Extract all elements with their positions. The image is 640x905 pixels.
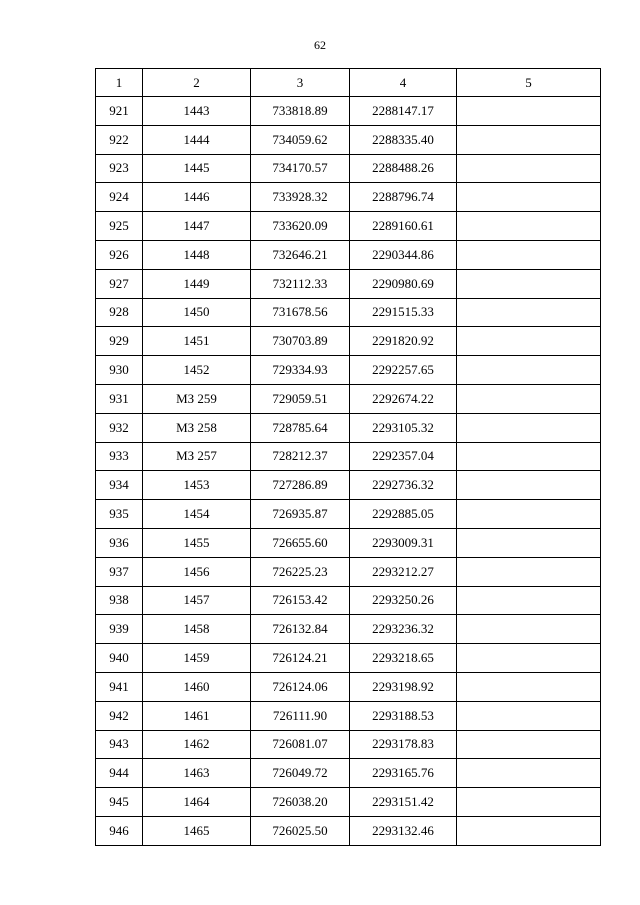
table-row	[96, 557, 601, 586]
note-cell	[457, 644, 601, 673]
point-id-cell: 1462	[143, 730, 251, 759]
point-id-cell: 1446	[143, 183, 251, 212]
note-cell	[457, 557, 601, 586]
y-coordinate-cell: 2293218.65	[350, 644, 457, 673]
column-header-5: 5	[457, 69, 601, 97]
note-cell	[457, 298, 601, 327]
table-row	[96, 442, 601, 471]
row-number-cell: 941	[96, 672, 143, 701]
note-cell	[457, 384, 601, 413]
note-cell	[457, 97, 601, 126]
point-id-cell: МЗ 258	[143, 413, 251, 442]
row-number-cell: 929	[96, 327, 143, 356]
y-coordinate-cell: 2293009.31	[350, 528, 457, 557]
row-number-cell: 933	[96, 442, 143, 471]
table-row	[96, 212, 601, 241]
point-id-cell: 1443	[143, 97, 251, 126]
point-id-cell: МЗ 259	[143, 384, 251, 413]
note-cell	[457, 528, 601, 557]
row-number-cell: 945	[96, 788, 143, 817]
x-coordinate-cell: 733818.89	[251, 97, 350, 126]
note-cell	[457, 327, 601, 356]
y-coordinate-cell: 2293250.26	[350, 586, 457, 615]
row-number-cell: 942	[96, 701, 143, 730]
table-row	[96, 269, 601, 298]
point-id-cell: 1444	[143, 125, 251, 154]
y-coordinate-cell: 2291820.92	[350, 327, 457, 356]
x-coordinate-cell: 729334.93	[251, 356, 350, 385]
x-coordinate-cell: 726081.07	[251, 730, 350, 759]
table-row	[96, 471, 601, 500]
point-id-cell: 1451	[143, 327, 251, 356]
note-cell	[457, 356, 601, 385]
note-cell	[457, 269, 601, 298]
point-id-cell: 1464	[143, 788, 251, 817]
table-row	[96, 816, 601, 845]
row-number-cell: 938	[96, 586, 143, 615]
table-body	[96, 69, 601, 846]
row-number-cell: 930	[96, 356, 143, 385]
y-coordinate-cell: 2290344.86	[350, 240, 457, 269]
x-coordinate-cell: 734170.57	[251, 154, 350, 183]
row-number-cell: 925	[96, 212, 143, 241]
table-row	[96, 154, 601, 183]
table-row	[96, 615, 601, 644]
column-header-4: 4	[350, 69, 457, 97]
table-row	[96, 327, 601, 356]
row-number-cell: 928	[96, 298, 143, 327]
point-id-cell: 1448	[143, 240, 251, 269]
y-coordinate-cell: 2292257.65	[350, 356, 457, 385]
x-coordinate-cell: 732112.33	[251, 269, 350, 298]
note-cell	[457, 471, 601, 500]
table-row	[96, 413, 601, 442]
point-id-cell: 1456	[143, 557, 251, 586]
note-cell	[457, 730, 601, 759]
x-coordinate-cell: 726025.50	[251, 816, 350, 845]
note-cell	[457, 413, 601, 442]
note-cell	[457, 759, 601, 788]
x-coordinate-cell: 728212.37	[251, 442, 350, 471]
table-row	[96, 759, 601, 788]
y-coordinate-cell: 2293132.46	[350, 816, 457, 845]
point-id-cell: 1463	[143, 759, 251, 788]
note-cell	[457, 240, 601, 269]
row-number-cell: 943	[96, 730, 143, 759]
y-coordinate-cell: 2288488.26	[350, 154, 457, 183]
page-number: 62	[314, 38, 326, 52]
note-cell	[457, 701, 601, 730]
row-number-cell: 931	[96, 384, 143, 413]
table-row	[96, 384, 601, 413]
note-cell	[457, 788, 601, 817]
note-cell	[457, 183, 601, 212]
table-row	[96, 788, 601, 817]
note-cell	[457, 212, 601, 241]
y-coordinate-cell: 2292674.22	[350, 384, 457, 413]
y-coordinate-cell: 2293105.32	[350, 413, 457, 442]
table-row	[96, 298, 601, 327]
row-number-cell: 922	[96, 125, 143, 154]
y-coordinate-cell: 2293151.42	[350, 788, 457, 817]
row-number-cell: 946	[96, 816, 143, 845]
row-number-cell: 923	[96, 154, 143, 183]
y-coordinate-cell: 2293188.53	[350, 701, 457, 730]
table-row	[96, 644, 601, 673]
x-coordinate-cell: 733928.32	[251, 183, 350, 212]
table-header-row	[96, 69, 601, 97]
note-cell	[457, 442, 601, 471]
y-coordinate-cell: 2289160.61	[350, 212, 457, 241]
table-row	[96, 183, 601, 212]
x-coordinate-cell: 726935.87	[251, 500, 350, 529]
point-id-cell: 1461	[143, 701, 251, 730]
table-row	[96, 240, 601, 269]
y-coordinate-cell: 2293198.92	[350, 672, 457, 701]
table-row	[96, 672, 601, 701]
y-coordinate-cell: 2293178.83	[350, 730, 457, 759]
x-coordinate-cell: 726225.23	[251, 557, 350, 586]
y-coordinate-cell: 2292736.32	[350, 471, 457, 500]
x-coordinate-cell: 731678.56	[251, 298, 350, 327]
table-row	[96, 586, 601, 615]
table-row	[96, 730, 601, 759]
x-coordinate-cell: 726124.21	[251, 644, 350, 673]
row-number-cell: 924	[96, 183, 143, 212]
note-cell	[457, 500, 601, 529]
y-coordinate-cell: 2293236.32	[350, 615, 457, 644]
row-number-cell: 939	[96, 615, 143, 644]
row-number-cell: 921	[96, 97, 143, 126]
y-coordinate-cell: 2288147.17	[350, 97, 457, 126]
point-id-cell: 1454	[143, 500, 251, 529]
y-coordinate-cell: 2288335.40	[350, 125, 457, 154]
x-coordinate-cell: 726132.84	[251, 615, 350, 644]
x-coordinate-cell: 733620.09	[251, 212, 350, 241]
point-id-cell: 1465	[143, 816, 251, 845]
y-coordinate-cell: 2291515.33	[350, 298, 457, 327]
row-number-cell: 935	[96, 500, 143, 529]
table-row	[96, 528, 601, 557]
x-coordinate-cell: 726124.06	[251, 672, 350, 701]
row-number-cell: 944	[96, 759, 143, 788]
point-id-cell: 1447	[143, 212, 251, 241]
table-row	[96, 125, 601, 154]
x-coordinate-cell: 726655.60	[251, 528, 350, 557]
x-coordinate-cell: 727286.89	[251, 471, 350, 500]
row-number-cell: 926	[96, 240, 143, 269]
y-coordinate-cell: 2293165.76	[350, 759, 457, 788]
x-coordinate-cell: 726038.20	[251, 788, 350, 817]
point-id-cell: МЗ 257	[143, 442, 251, 471]
row-number-cell: 940	[96, 644, 143, 673]
table-row	[96, 701, 601, 730]
point-id-cell: 1460	[143, 672, 251, 701]
y-coordinate-cell: 2292357.04	[350, 442, 457, 471]
x-coordinate-cell: 730703.89	[251, 327, 350, 356]
note-cell	[457, 586, 601, 615]
column-header-2: 2	[143, 69, 251, 97]
column-header-3: 3	[251, 69, 350, 97]
point-id-cell: 1449	[143, 269, 251, 298]
point-id-cell: 1453	[143, 471, 251, 500]
row-number-cell: 936	[96, 528, 143, 557]
note-cell	[457, 816, 601, 845]
table-row	[96, 97, 601, 126]
x-coordinate-cell: 729059.51	[251, 384, 350, 413]
note-cell	[457, 125, 601, 154]
x-coordinate-cell: 728785.64	[251, 413, 350, 442]
note-cell	[457, 672, 601, 701]
x-coordinate-cell: 726153.42	[251, 586, 350, 615]
point-id-cell: 1452	[143, 356, 251, 385]
table-row	[96, 500, 601, 529]
y-coordinate-cell: 2288796.74	[350, 183, 457, 212]
coordinates-table	[95, 68, 601, 846]
row-number-cell: 932	[96, 413, 143, 442]
x-coordinate-cell: 734059.62	[251, 125, 350, 154]
row-number-cell: 927	[96, 269, 143, 298]
column-header-1: 1	[96, 69, 143, 97]
y-coordinate-cell: 2293212.27	[350, 557, 457, 586]
point-id-cell: 1459	[143, 644, 251, 673]
point-id-cell: 1457	[143, 586, 251, 615]
x-coordinate-cell: 726111.90	[251, 701, 350, 730]
row-number-cell: 937	[96, 557, 143, 586]
x-coordinate-cell: 726049.72	[251, 759, 350, 788]
point-id-cell: 1450	[143, 298, 251, 327]
note-cell	[457, 615, 601, 644]
row-number-cell: 934	[96, 471, 143, 500]
y-coordinate-cell: 2290980.69	[350, 269, 457, 298]
table-row	[96, 356, 601, 385]
note-cell	[457, 154, 601, 183]
point-id-cell: 1445	[143, 154, 251, 183]
point-id-cell: 1455	[143, 528, 251, 557]
point-id-cell: 1458	[143, 615, 251, 644]
y-coordinate-cell: 2292885.05	[350, 500, 457, 529]
x-coordinate-cell: 732646.21	[251, 240, 350, 269]
